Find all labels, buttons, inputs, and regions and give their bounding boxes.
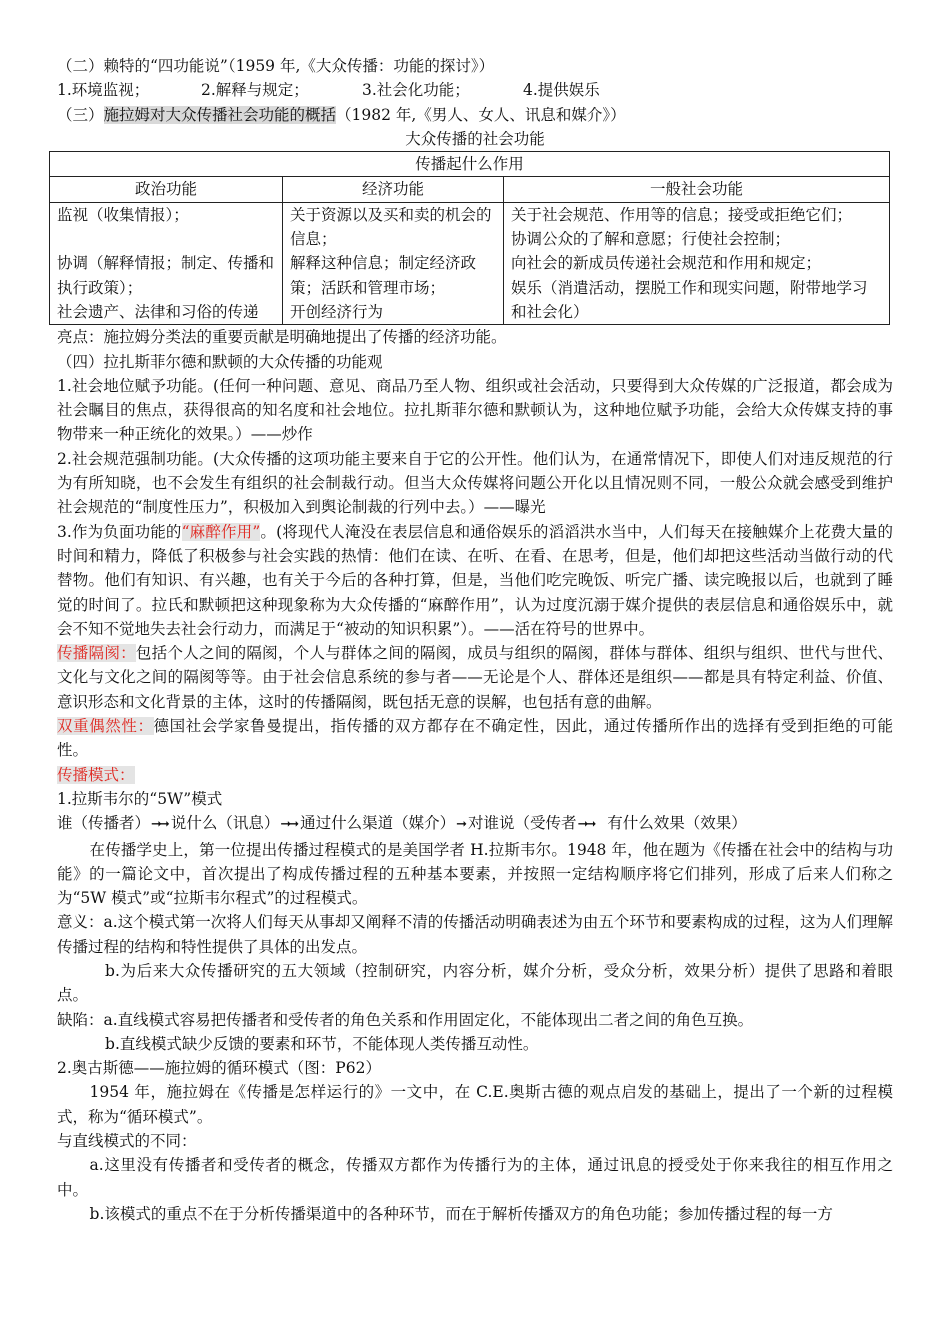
cell-line: 向社会的新成员传递社会规范和作用和规定；: [511, 254, 822, 273]
wright-function-item: 4.提供娱乐: [523, 81, 600, 100]
wright-function-item: 2.解释与规定；: [201, 81, 309, 100]
paragraph-lasswell-history: 在传播学史上，第一位提出传播过程模式的是美国学者 H.拉斯韦尔。1948 年，他在题为《传播在社会中的结构与功能》的一篇论文中，首次提出了构成传播过程的五种基本要素，并按照一定结构顺序将它们排列，形成了后来人们称之为“5W 模式”或“拉斯韦尔程式”的过程模式。: [57, 840, 893, 908]
heading-rest: （1982 年,《男人、女人、讯息和媒介》）: [336, 105, 626, 124]
paragraph-norm-enforcement: 2.社会规范强制功能。(大众传播的这项功能主要来自于它的公开性。他们认为，在通常情况下，即使人们对违反规范的行为有所知晓，也不会发生有组织的社会制裁行动。但当大众传媒将问题公开化以且情况则不同，一般公众就会感受到维护社会规范的“制度性压力”，积极加入到舆论制裁的行列中去。）——曝光: [57, 449, 893, 517]
wright-functions-list: [57, 78, 893, 102]
paragraph-flaw-a: 缺陷：a.直线模式容易把传播者和受传者的角色关系和作用固定化，不能体现出二者之间的角色互换。: [57, 1010, 754, 1029]
paragraph-meaning-a: 意义：a.这个模式第一次将人们每天从事却又阐释不清的传播活动明确表述为由五个环节和要素构成的过程，这为人们理解传播过程的结构和特性提供了具体的出发点。: [57, 913, 893, 956]
table-top-header: 传播起什么作用: [50, 152, 890, 177]
double-arrow-icon: ➞➞: [577, 817, 594, 833]
text-span: 德国社会学家鲁曼提出，指传播的双方都存在不确定性，因此，通过传播所作出的选择有受到拒绝的可能性。: [57, 717, 893, 760]
heading-prefix: （三）: [57, 105, 104, 124]
column-header-economic: 经济功能: [283, 177, 504, 202]
lasswell-flow: [57, 811, 893, 837]
column-header-political: 政治功能: [50, 177, 283, 202]
social-functions-table: [49, 151, 890, 325]
flow-step: 通过什么渠道（媒介）: [300, 814, 456, 833]
cell-political: [50, 202, 283, 324]
highlighted-heading: 施拉姆对大众传播社会功能的概括: [103, 105, 337, 124]
cell-economic: [283, 202, 504, 324]
cell-line: 关于资源以及买和卖的机会的信息；: [290, 205, 492, 249]
flow-step: 有什么效果（效果）: [607, 814, 747, 833]
highlight-note: 亮点：施拉姆分类法的重要贡献是明确地提出了传播的经济功能。: [57, 328, 507, 347]
flow-step: 说什么（讯息）: [170, 814, 280, 833]
cell-line: 协调公众的了解和意愿；行使社会控制；: [511, 230, 791, 249]
paragraph-difference-a: a.这里没有传播者和受传者的概念，传播双方都作为传播行为的主体，通过讯息的授受处于你来我往的相互作用之中。: [57, 1156, 893, 1199]
section-heading-lazarsfeld: （四）拉扎斯菲尔德和默顿的大众传播的功能观: [57, 352, 383, 371]
double-arrow-icon: ➞: [456, 817, 465, 833]
wright-function-item: 1.环境监视；: [57, 81, 150, 100]
column-header-general: 一般社会功能: [504, 177, 890, 202]
double-arrow-icon: ➞➞: [280, 817, 297, 833]
paragraph-narcotizing: [57, 520, 893, 641]
red-highlight-term: “麻醉作用”: [181, 522, 261, 541]
difference-title: 与直线模式的不同：: [57, 1132, 197, 1151]
cell-line: 解释这种信息；制定经济政策；活跃和管理市场；: [290, 254, 477, 297]
cell-line: 开创经济行为: [290, 302, 384, 321]
paragraph-status-conferral: 1.社会地位赋予功能。(任何一种问题、意见、商品乃至人物、组织或社会活动，只要得到大众传媒的广泛报道，都会成为社会瞩目的焦点，获得很高的知名度和社会地位。拉扎斯菲尔德和默顿认为，这种地位赋予功能，会给大众传媒支持的事物带来一种正统化的效果。）——炒作: [57, 376, 893, 444]
flow-step: 谁（传播者）: [57, 814, 151, 833]
lasswell-model-title: 1.拉斯韦尔的“5W”模式: [57, 789, 223, 808]
cell-line: 关于社会规范、作用等的信息；接受或拒绝它们；: [511, 205, 853, 224]
paragraph-barrier: [57, 641, 893, 714]
models-heading: [57, 763, 893, 787]
paragraph-difference-b: b.该模式的重点不在于分析传播渠道中的各种环节，而在于解析传播双方的角色功能；参加传播过程的每一方: [89, 1204, 833, 1223]
cell-line: 娱乐（消遣活动，摆脱工作和现实问题，附带地学习和社会化）: [511, 278, 868, 321]
cell-spacer: [57, 227, 275, 251]
red-highlight-term: 双重偶然性：: [57, 717, 154, 736]
text-span: 3.作为负面功能的: [57, 522, 182, 541]
paragraph-schramm-model: 1954 年，施拉姆在《传播是怎样运行的》一文中，在 C.E.奥斯古德的观点启发的基础上，提出了一个新的过程模式，称为“循环模式”。: [57, 1083, 893, 1126]
paragraph-double-contingency: [57, 714, 893, 763]
double-arrow-icon: ➞➞: [151, 817, 167, 833]
paragraph-flaw-b: b.直线模式缺少反馈的要素和环节，不能体现人类传播互动性。: [105, 1034, 539, 1053]
cell-line: 协调（解释情报；制定、传播和执行政策）；: [57, 254, 275, 297]
section-heading-wright: （二）赖特的“四功能说”（1959 年,《大众传播：功能的探讨》）: [57, 57, 495, 75]
text-span: 包括个人之间的隔阂，个人与群体之间的隔阂，成员与组织的隔阂，群体与群体、组织与组织、世代与世代、文化与文化之间的隔阂等等。由于社会信息系统的参与者——无论是个人、群体还是组织——都是具有特定利益、价值、意识形态和文化背景的主体，这时的传播隔阂，既包括无意的误解，也包括有意的曲解。: [57, 644, 893, 711]
paragraph-meaning-b: b.为后来大众传播研究的五大领域（控制研究，内容分析，媒介分析，受众分析，效果分析）提供了思路和着眼点。: [57, 961, 893, 1005]
schramm-model-title: 2.奥古斯德——施拉姆的循环模式（图：P62）: [57, 1059, 381, 1078]
section-heading-schramm: [57, 103, 893, 127]
cell-general: [504, 202, 890, 324]
text-span: 。(将现代人淹没在表层信息和通俗娱乐的滔滔洪水当中，人们每天在接触媒介上花费大量的时间和精力，降低了积极参与社会实践的热情：他们在读、在听、在看、在思考，但是，他们却把这些活动当做行动的代替物。他们有知识、有兴趣，也有关于今后的各种打算，但是，当他们吃完晚饭、听完广播、读完晚报以后，也就到了睡觉的时间了。拉氏和默顿把这种现象称为大众传播的“麻醉作用”，认为过度沉溺于媒介提供的表层信息和通俗娱乐中，就会不知不觉地失去社会行动力，而满足于“被动的知识积累”）。——活在符号的世界中。: [57, 522, 893, 638]
red-highlight-term: 传播模式：: [57, 765, 135, 784]
cell-line: 社会遗产、法律和习俗的传递: [57, 302, 259, 321]
cell-line: 监视（收集情报）；: [57, 205, 189, 224]
red-highlight-term: 传播隔阂：: [57, 644, 136, 663]
flow-step: 对谁说（受传者: [468, 814, 577, 833]
table-caption: 大众传播的社会功能: [405, 129, 545, 148]
wright-function-item: 3.社会化功能；: [362, 81, 470, 100]
document-page: [57, 54, 893, 1226]
table-row: [50, 202, 890, 324]
